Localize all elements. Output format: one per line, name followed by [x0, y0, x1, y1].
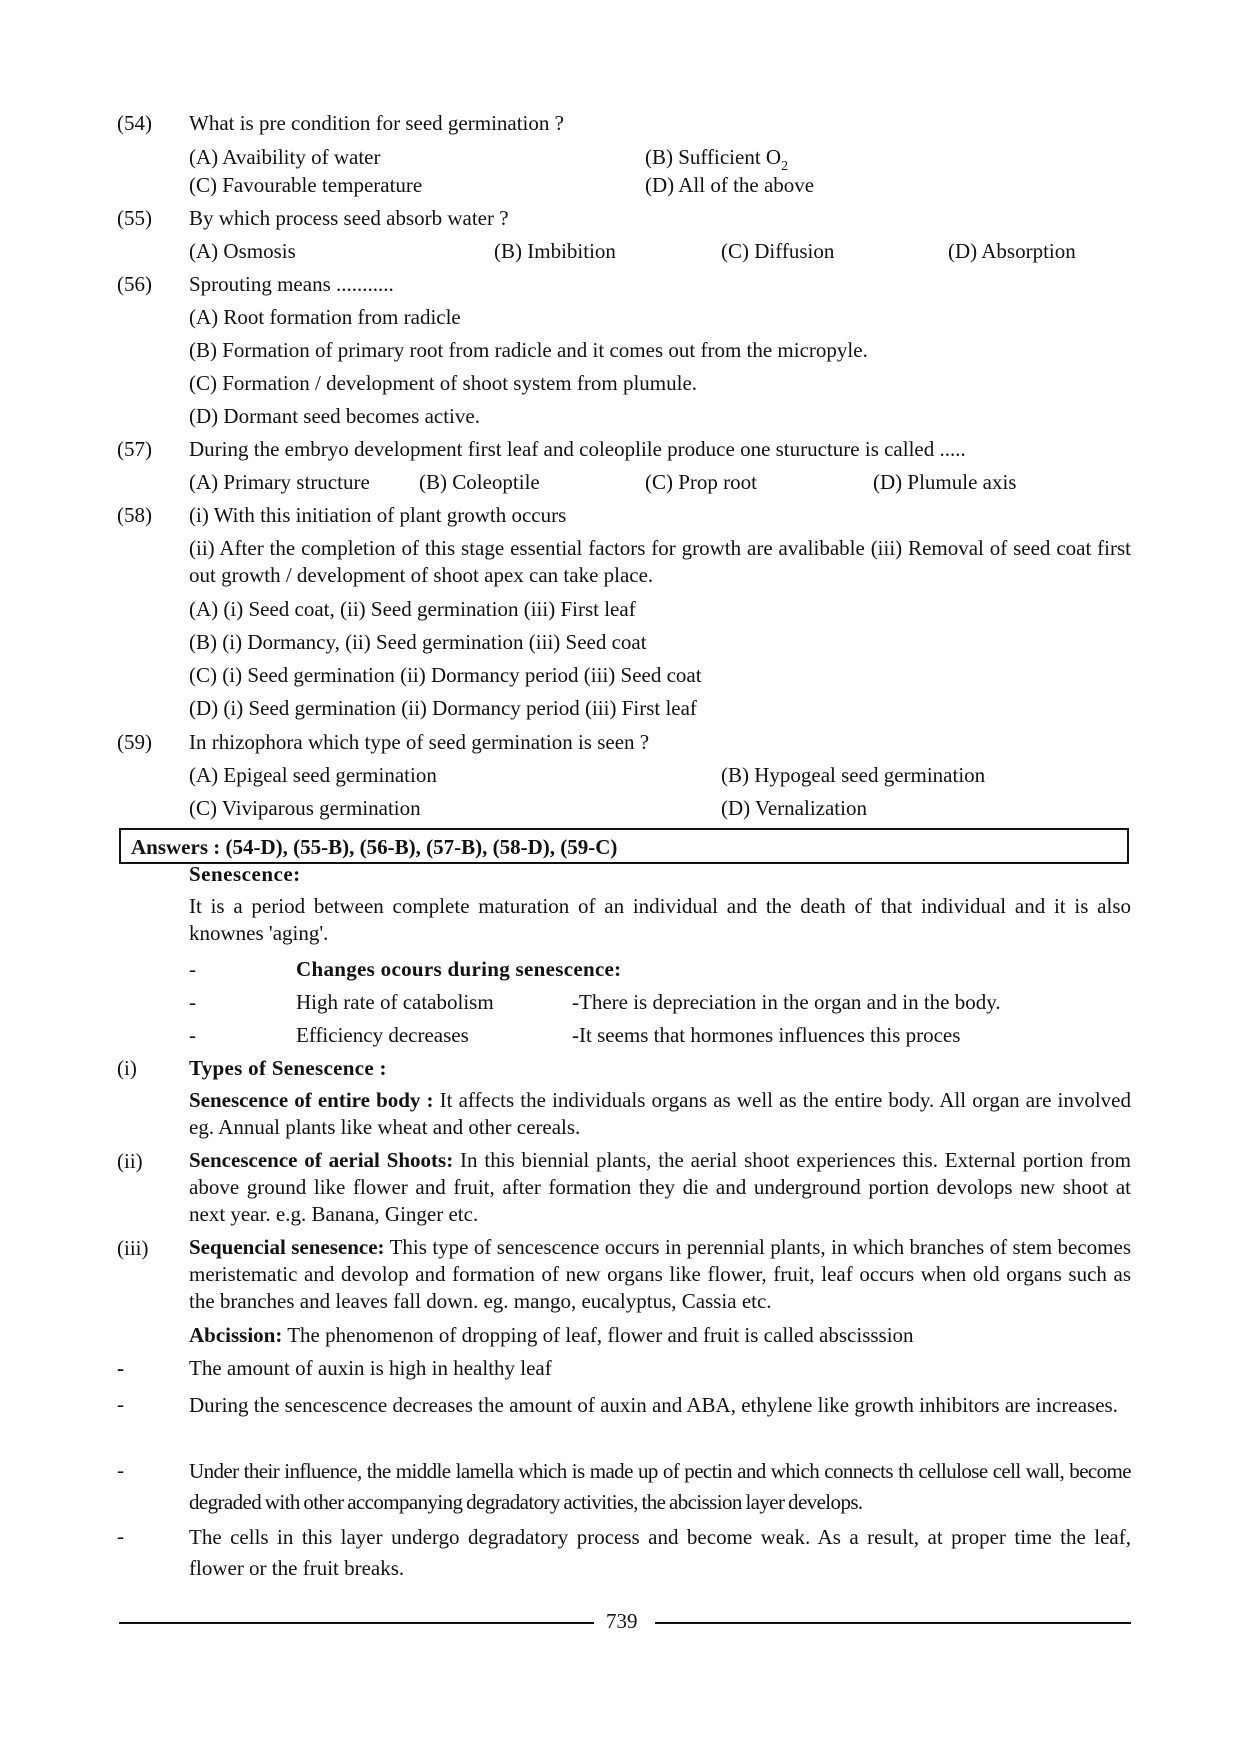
sequential-paragraph	[189, 1234, 1131, 1315]
footer-rule	[119, 1622, 594, 1624]
option-b: (B) Coleoptile	[419, 470, 540, 494]
footer-rule	[655, 1622, 1131, 1624]
question-text: (i) With this initiation of plant growth occurs	[189, 503, 567, 527]
page-number: 739	[606, 1609, 638, 1633]
option-a: (A) (i) Seed coat, (ii) Seed germination (iii) First leaf	[189, 597, 636, 621]
option-d: (D) Vernalization	[721, 796, 867, 820]
option-a: (A) Osmosis	[189, 239, 296, 263]
question-text: Sprouting means ...........	[189, 272, 394, 296]
section-heading: Senescence:	[189, 862, 301, 886]
dash: -	[117, 1392, 124, 1416]
change-item-detail: -There is depreciation in the organ and in the body.	[572, 990, 1001, 1014]
aerial-shoots-text: In this biennial plants, the aerial shoot experiences this. External portion from above ground like flower and fruit, after formation they die and underground portion devolops new shoot at next year. e.g. Banana, Ginger etc.	[189, 1148, 1131, 1226]
abcission-title: Abcission:	[189, 1323, 283, 1347]
option-d: (D) (i) Seed germination (ii) Dormancy period (iii) First leaf	[189, 696, 697, 720]
dash: -	[189, 1023, 196, 1047]
question-number: (55)	[117, 206, 152, 230]
entire-body-text: It affects the individuals organs as well as the entire body. All organ are involved eg. Annual plants like wheat and other cereals.	[189, 1088, 1132, 1139]
option-c: (C) Viviparous germination	[189, 796, 421, 820]
question-number: (59)	[117, 730, 152, 754]
option-d: (D) Absorption	[948, 239, 1076, 263]
option-b: (B) Imbibition	[494, 239, 616, 263]
change-item: Efficiency decreases	[296, 1023, 469, 1047]
option-b: (B) Hypogeal seed germination	[721, 763, 986, 787]
option-a: (A) Epigeal seed germination	[189, 763, 437, 787]
item-number: (iii)	[117, 1236, 149, 1260]
abcission-text: The phenomenon of dropping of leaf, flower and fruit is called abscisssion	[282, 1323, 914, 1347]
question-text-continued: (ii) After the completion of this stage essential factors for growth are avalibable (iii) Removal of seed coat first out growth / development of shoot apex can take place.	[189, 536, 1131, 587]
subscript: 2	[781, 159, 789, 174]
item-number: (i)	[117, 1056, 137, 1080]
option-c: (C) Diffusion	[721, 239, 835, 263]
option-a: (A) Root formation from radicle	[189, 305, 461, 329]
option-d: (D) Plumule axis	[873, 470, 1017, 494]
definition-paragraph: It is a period between complete maturation of an individual and the death of that individual and it is also knownes 'aging'.	[189, 894, 1131, 945]
option-d: (D) All of the above	[645, 173, 815, 197]
point: Under their influence, the middle lamella which is made up of pectin and which connects th cellulose cell wall, become degraded with other accompanying degradatory activities, the abcission layer develops.	[189, 1459, 1131, 1514]
point: During the sencescence decreases the amount of auxin and ABA, ethylene like growth inhibitors are increases.	[189, 1393, 1118, 1417]
option-b-text: (B) Sufficient O	[645, 145, 782, 169]
changes-heading: Changes ocours during senescence:	[296, 957, 622, 981]
aerial-shoots-paragraph	[189, 1147, 1131, 1228]
entire-body-title: Senescence of entire body :	[189, 1088, 434, 1112]
option-d: (D) Dormant seed becomes active.	[189, 404, 480, 428]
point: The amount of auxin is high in healthy leaf	[189, 1356, 552, 1380]
question-text: During the embryo development first leaf and coleoplile produce one sturucture is called .....	[189, 437, 966, 461]
option-c: (C) Favourable temperature	[189, 173, 423, 197]
entire-body-paragraph	[189, 1087, 1131, 1141]
dash: -	[189, 990, 196, 1014]
types-heading: Types of Senescence :	[189, 1056, 387, 1080]
answers-text: Answers : (54-D), (55-B), (56-B), (57-B), (58-D), (59-C)	[131, 835, 618, 859]
item-number: (ii)	[117, 1149, 143, 1173]
question-number: (56)	[117, 272, 152, 296]
question-number: (57)	[117, 437, 152, 461]
answers-box	[119, 828, 1129, 864]
option-a: (A) Primary structure	[189, 470, 370, 494]
dash: -	[117, 1458, 124, 1482]
change-item-detail: -It seems that hormones influences this proces	[572, 1023, 961, 1047]
question-text: By which process seed absorb water ?	[189, 206, 509, 230]
question-number: (58)	[117, 503, 152, 527]
point: The cells in this layer undergo degradatory process and become weak. As a result, at proper time the leaf, flower or the fruit breaks.	[189, 1525, 1131, 1580]
sequential-text: This type of sencescence occurs in perennial plants, in which branches of stem becomes meristematic and devolop and formation of new organs like flower, fruit, leaf occurs when old organs such as the branches and leaves fall down. eg. mango, eucalyptus, Cassia etc.	[189, 1235, 1132, 1313]
question-text: What is pre condition for seed germination ?	[189, 111, 564, 135]
option-a: (A) Avaibility of water	[189, 145, 381, 169]
option-b: (B) (i) Dormancy, (ii) Seed germination (iii) Seed coat	[189, 630, 647, 654]
question-text: In rhizophora which type of seed germination is seen ?	[189, 730, 650, 754]
option-b: (B) Formation of primary root from radicle and it comes out from the micropyle.	[189, 338, 868, 362]
aerial-shoots-title: Sencescence of aerial Shoots:	[189, 1148, 454, 1172]
dash: -	[117, 1356, 124, 1380]
option-c: (C) Formation / development of shoot system from plumule.	[189, 371, 698, 395]
question-number: (54)	[117, 111, 152, 135]
dash: -	[189, 957, 196, 981]
sequential-title: Sequencial senesence:	[189, 1235, 385, 1259]
abcission-line	[189, 1321, 914, 1349]
option-c: (C) Prop root	[645, 470, 757, 494]
change-item: High rate of catabolism	[296, 990, 494, 1014]
option-c: (C) (i) Seed germination (ii) Dormancy period (iii) Seed coat	[189, 663, 702, 687]
dash: -	[117, 1524, 124, 1548]
